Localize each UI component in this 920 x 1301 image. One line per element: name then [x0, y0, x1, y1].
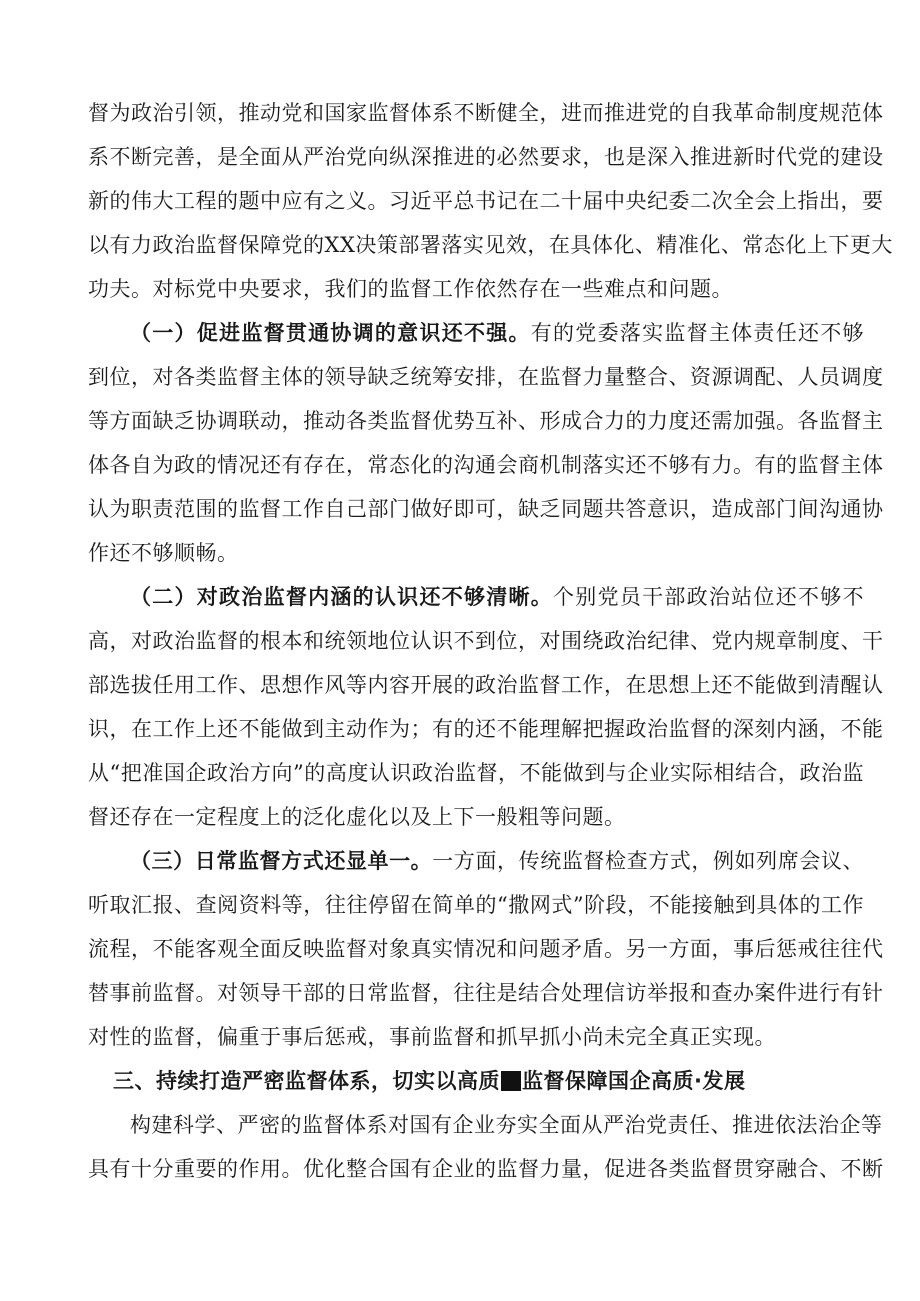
- issue2-line-6: 督还存在一定程度上的泛化虚化以及上下一般粗等问题。: [88, 805, 626, 829]
- issue2-line-2: 高，对政治监督的根本和统领地位认识不到位，对围绕政治纪律、党内规章制度、干: [88, 629, 884, 653]
- issue3-line-5: 对性的监督，偏重于事后惩戒，事前监督和抓早抓小尚未完全真正实现。: [88, 1025, 776, 1049]
- intro-line-2: 系不断完善，是全面从严治党向纵深推进的必然要求，也是深入推进新时代党的建设: [88, 145, 884, 169]
- intro-line-4: 以有力政治监督保障党的XX决策部署落实见效，在具体化、精准化、常态化上下更大: [88, 233, 893, 257]
- issue2-heading: （二）对政治监督内涵的认识还不够清晰。: [130, 585, 554, 609]
- issue1-line-2: 到位，对各类监督主体的领导缺乏统筹安排，在监督力量整合、资源调配、人员调度: [88, 365, 884, 389]
- section-heading: [113, 1059, 745, 1103]
- issue1-line-4: 体各自为政的情况还有存在，常态化的沟通会商机制落实还不够有力。有的监督主体: [88, 453, 884, 477]
- section-heading-part2: 监督保障国企高质·发展: [522, 1069, 746, 1093]
- issue3-first-line-text: 一方面，传统监督检查方式，例如列席会议、: [432, 849, 865, 873]
- issue2-line-4: 识，在工作上还不能做到主动作为；有的还不能理解把握政治监督的深刻内涵，不能: [88, 717, 884, 741]
- closing-line-1: 构建科学、严密的监督体系对国有企业夯实全面从严治党责任、推进依法治企等: [130, 1113, 883, 1137]
- issue3-line-3: 流程，不能客观全面反映监督对象真实情况和问题矛盾。另一方面，事后惩戒往往代: [88, 937, 884, 961]
- issue3-first-line: [130, 839, 864, 883]
- issue3-line-2: 听取汇报、查阅资料等，往往停留在简单的“撒网式”阶段，不能接触到具体的工作: [88, 893, 864, 917]
- issue2-first-line-text: 个别党员干部政治站位还不够不: [553, 585, 864, 609]
- issue1-line-5: 认为职责范围的监督工作自己部门做好即可，缺乏同题共答意识，造成部门间沟通协: [88, 497, 884, 521]
- issue1-first-line-text: 有的党委落实监督主体责任还不够: [530, 321, 864, 345]
- redaction-block-icon: [501, 1071, 521, 1091]
- issue3-heading: （三）日常监督方式还显单一。: [130, 849, 433, 873]
- intro-line-3: 新的伟大工程的题中应有之义。习近平总书记在二十届中央纪委二次全会上指出，要: [88, 189, 884, 213]
- issue1-line-3: 等方面缺乏协调联动，推动各类监督优势互补、形成合力的力度还需加强。各监督主: [88, 409, 884, 433]
- issue1-heading: （一）促进监督贯通协调的意识还不强。: [130, 321, 531, 345]
- section-heading-part1: 三、持续打造严密监督体系，切实以高质: [113, 1069, 500, 1093]
- issue1-first-line: [130, 311, 864, 355]
- issue2-line-3: 部选拔任用工作、思想作风等内容开展的政治监督工作，在思想上还不能做到清醒认: [88, 673, 884, 697]
- intro-line-5: 功夫。对标党中央要求，我们的监督工作依然存在一些难点和问题。: [88, 277, 733, 301]
- intro-line-1: 督为政治引领，推动党和国家监督体系不断健全，进而推进党的自我革命制度规范体: [88, 101, 884, 125]
- issue2-first-line: [130, 575, 864, 619]
- issue1-line-6: 作还不够顺畅。: [88, 541, 239, 565]
- issue2-line-5: 从“把准国企政治方向”的高度认识政治监督，不能做到与企业实际相结合，政治监: [88, 761, 864, 785]
- closing-line-2: 具有十分重要的作用。优化整合国有企业的监督力量，促进各类监督贯穿融合、不断: [88, 1157, 884, 1181]
- issue3-line-4: 替事前监督。对领导干部的日常监督，往往是结合处理信访举报和查办案件进行有针: [88, 981, 884, 1005]
